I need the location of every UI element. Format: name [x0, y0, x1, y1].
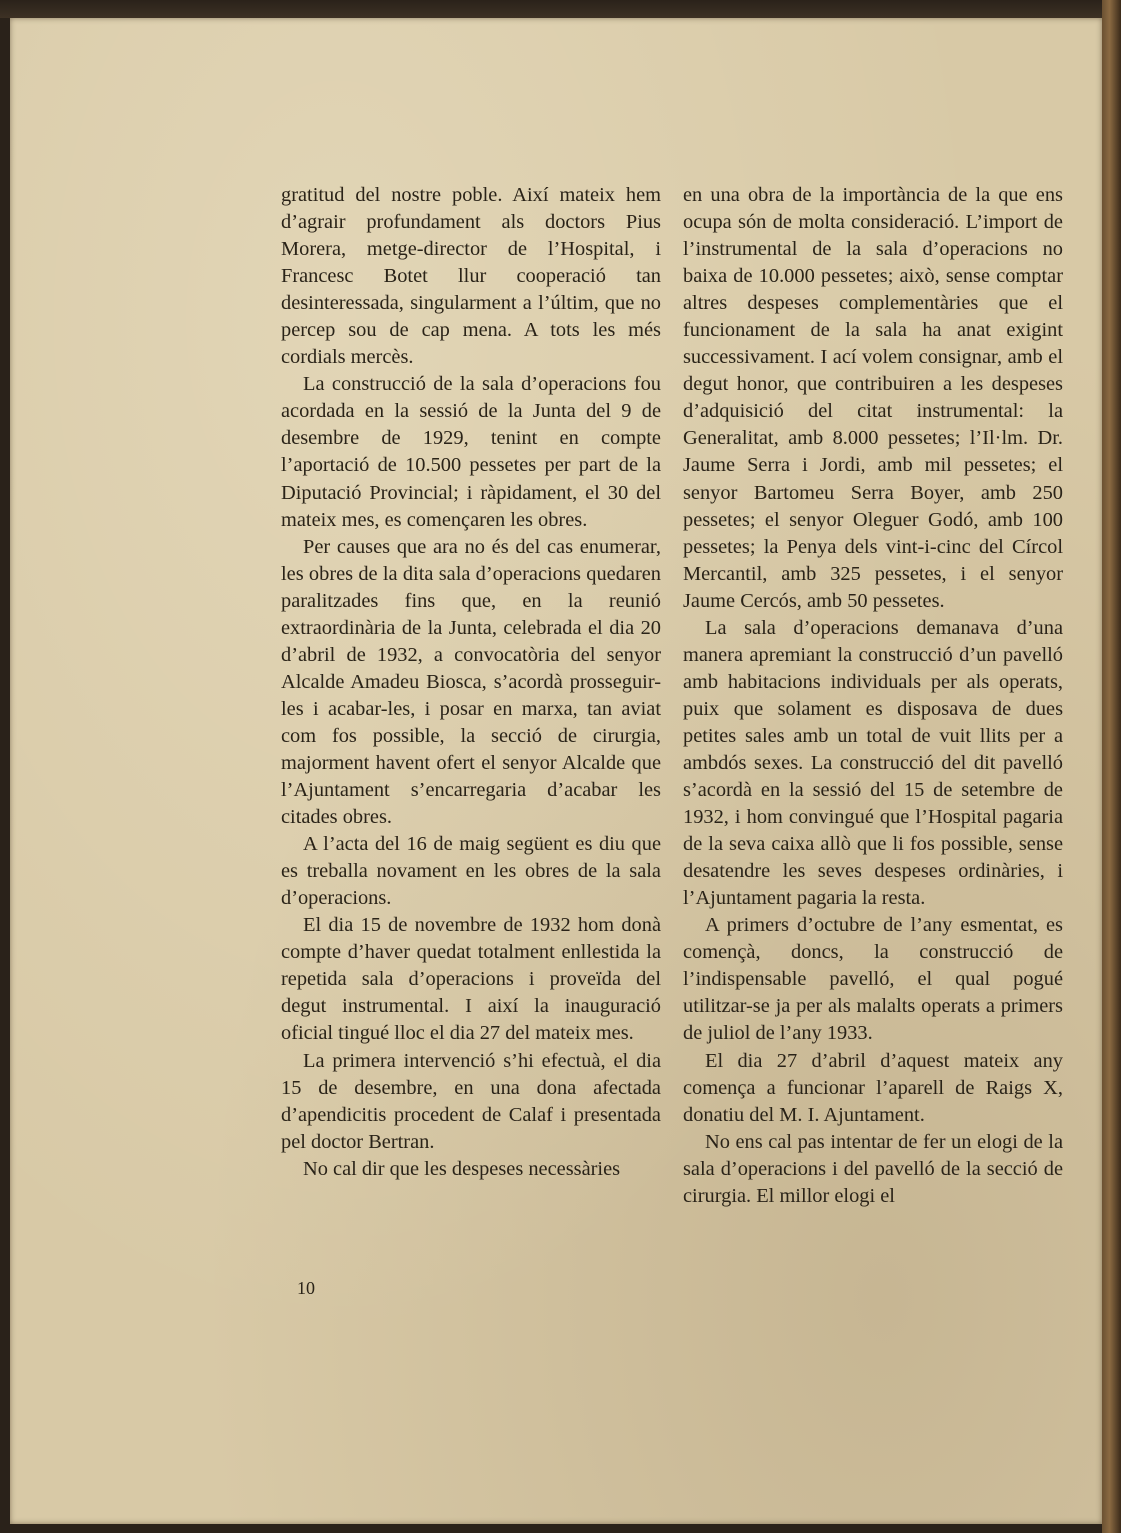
paragraph: La sala d’operacions demanava d’una manera apremiant la construcció d’un pavelló amb habitacions individuals per als operats, puix que solament es disposava de dues petites sales amb un total de vuit llits per a ambdós sexes. La construcció del dit pavelló s’acordà en la sessió del 15 de setembre de 1932, i hom convingué que l’Hospital pagaria de la seva caixa allò que li fos possible, sense desatendre les seves despeses ordinàries, i l’Ajuntament pagaria la resta.	[683, 616, 1063, 910]
paragraph: No cal dir que les despeses necessàries	[303, 1157, 621, 1180]
paragraph: A l’acta del 16 de maig següent es diu que es treballa novament en les obres de la sala d’operacions.	[281, 833, 661, 910]
paragraph: El dia 15 de novembre de 1932 hom donà compte d’haver quedat totalment enllestida la repetida sala d’operacions i proveïda del degut instrumental. I així la inauguració oficial tingué lloc el dia 27 del mateix mes.	[281, 914, 661, 1045]
scan-top-edge	[0, 0, 1121, 18]
paragraph: gratitud del nostre poble. Així mateix hem d’agrair profundament als doctors Pius Morera, metge-director de l’Hospital, i Francesc Botet llur cooperació tan desinteressada, singularment a l’últim, que no percep sou de cap mena. A tots les més cordials mercès.	[281, 184, 661, 369]
paragraph: La construcció de la sala d’operacions fou acordada en la sessió de la Junta del 9 de desembre de 1929, tenint en compte l’aportació de 10.500 pessetes per part de la Diputació Provincial; i ràpidament, el 30 del mateix mes, es començaren les obres.	[281, 373, 661, 531]
paragraph: No ens cal pas intentar de fer un elogi de la sala d’operacions i del pavelló de la secció de cirurgia. El millor elogi el	[683, 1130, 1063, 1207]
paragraph: El dia 27 d’abril d’aquest mateix any comença a funcionar l’aparell de Raigs X, donatiu del M. I. Ajuntament.	[683, 1049, 1063, 1126]
paragraph: A primers d’octubre de l’any esmentat, es començà, doncs, la construcció de l’indispensable pavelló, el qual pogué utilitzar-se ja per als malalts operats a primers de juliol de l’any 1933.	[683, 914, 1063, 1045]
paragraph: La primera intervenció s’hi efectuà, el dia 15 de desembre, en una dona afectada d’apendicitis procedent de Calaf i presentada pel doctor Bertran.	[281, 1049, 661, 1153]
paragraph: Per causes que ara no és del cas enumerar, les obres de la dita sala d’operacions quedaren paralitzades fins que, en la reunió extraordinària de la Junta, celebrada el dia 20 d’abril de 1932, a convocatòria del senyor Alcalde Amadeu Biosca, s’acordà prosseguir-les i acabar-les, i posar en marxa, tan aviat com fos possible, la secció de cirurgia, majorment havent ofert el senyor Alcalde que l’Ajuntament s’encarregaria d’acabar les citades obres.	[281, 535, 661, 829]
page-number: 10	[297, 1278, 315, 1298]
left-text-column	[281, 182, 661, 1183]
paragraph: en una obra de la importància de la que ens ocupa són de molta consideració. L’import de l’instrumental de la sala d’operacions no baixa de 10.000 pessetes; això, sense comptar altres despeses complementàries que el funcionament de la sala ha anat exigint successivament. I ací volem consignar, amb el degut honor, que contribuiren a les despeses d’adquisició del citat instrumental: la Generalitat, amb 8.000 pessetes; l’Il·lm. Dr. Jaume Serra i Jordi, amb mil pessetes; el senyor Bartomeu Serra Boyer, amb 250 pessetes; el senyor Oleguer Godó, amb 100 pessetes; la Penya dels vint-i-cinc del Círcol Mercantil, amb 325 pessetes, i el senyor Jaume Cercós, amb 50 pessetes.	[683, 184, 1063, 612]
right-text-column	[683, 182, 1063, 1210]
book-spine-edge	[1102, 0, 1121, 1533]
